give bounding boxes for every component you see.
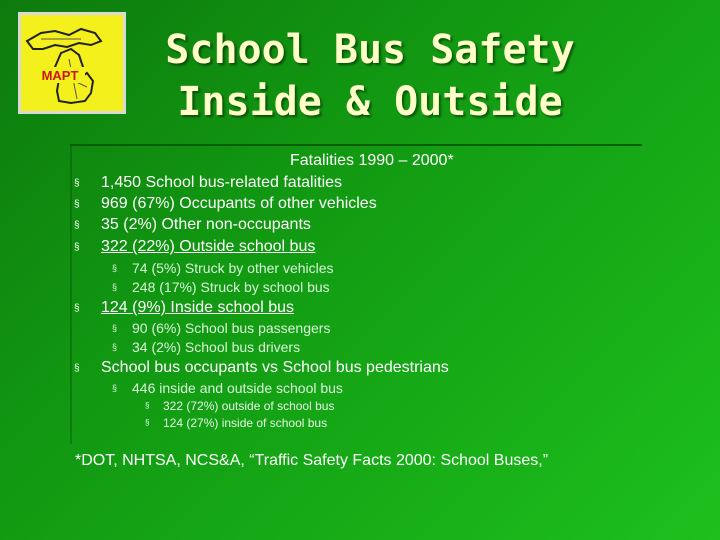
bullet-icon: § [145,418,150,427]
list-item: § School bus occupants vs School bus pedestrians [74,359,449,376]
list-item: § 35 (2%) Other non-occupants [74,216,311,233]
list-item: § 322 (22%) Outside school bus [74,238,316,255]
list-item: § 446 inside and outside school bus [112,380,343,396]
mapt-logo [18,12,126,114]
bullet-icon: § [74,303,80,314]
title-line-1: School Bus Safety [165,27,575,73]
bullet-icon: § [112,342,118,352]
list-item: § 34 (2%) School bus drivers [112,339,301,355]
bullet-icon: § [74,242,80,253]
content-divider [70,144,642,146]
bullet-icon: § [74,363,80,374]
list-item: § 969 (67%) Occupants of other vehicles [74,195,377,212]
fatalities-subheading: Fatalities 1990 – 2000* [290,152,454,169]
svg-text:MAPT: MAPT [41,68,79,83]
michigan-map-logo [21,15,123,111]
list-item: § 74 (5%) Struck by other vehicles [112,260,334,276]
list-item: § 90 (6%) School bus passengers [112,320,331,336]
bullet-icon: § [74,199,80,210]
content-edge [70,144,72,444]
bullet-icon: § [74,220,80,231]
title-line-2: Inside & Outside [177,79,563,125]
list-item: § 1,450 School bus-related fatalities [74,174,343,191]
bullet-icon: § [112,383,118,393]
bullet-icon: § [112,282,118,292]
source-footnote: *DOT, NHTSA, NCS&A, “Traffic Safety Facts 2000: School Buses,” [75,452,549,469]
logo-text [35,67,85,83]
bullet-icon: § [112,263,118,273]
bullet-icon: § [74,178,80,189]
list-item: § 124 (27%) inside of school bus [145,416,328,430]
list-item: § 322 (72%) outside of school bus [145,399,335,413]
list-item: § 248 (17%) Struck by school bus [112,279,330,295]
list-item: § 124 (9%) Inside school bus [74,299,294,316]
bullet-icon: § [112,323,118,333]
slide-title [135,24,605,128]
bullet-icon: § [145,401,150,410]
